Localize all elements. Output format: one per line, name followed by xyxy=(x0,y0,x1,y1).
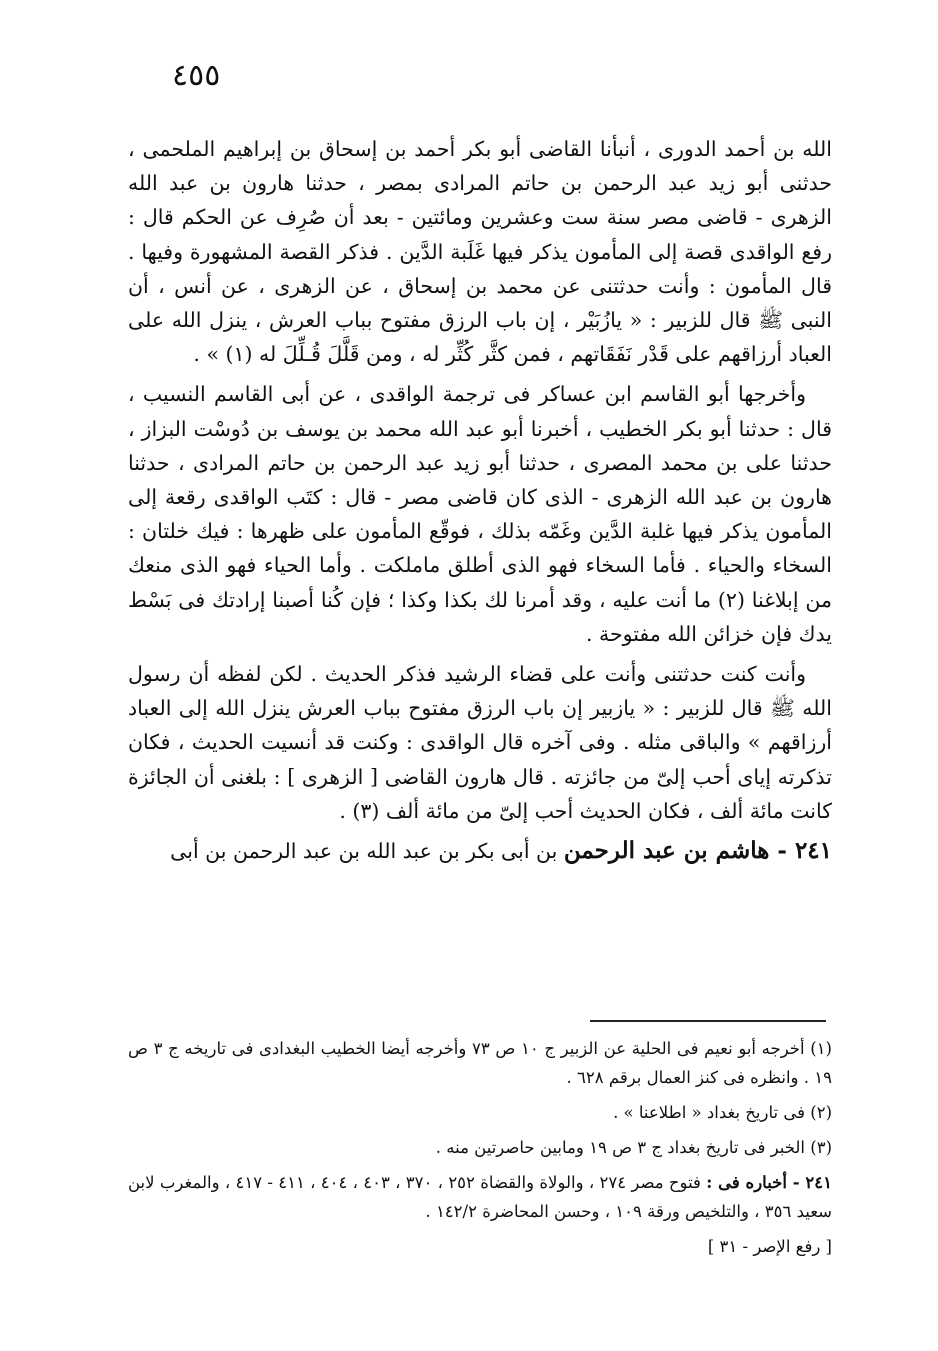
footnote-3: (٣) الخبر فى تاريخ بغداد ج ٣ ص ١٩ ومابين حاصرتين منه . xyxy=(435,1138,832,1157)
footnote-divider xyxy=(590,1020,826,1022)
page-number: ٤٥٥ xyxy=(172,58,221,93)
biography-entry xyxy=(128,834,832,868)
biography-text: بن أبى بكر بن عبد الله بن عبد الرحمن بن أبى xyxy=(170,839,564,864)
sources-note xyxy=(128,1168,832,1226)
paragraph-2: وأخرجها أبو القاسم ابن عساكر فى ترجمة الواقدى ، عن أبى القاسم النسيب ، قال : حدثنا أبو بكر الخطيب ، أخبرنا أبو عبد الله محمد بن يوسف بن دُوسْت البزاز ، حدثنا على بن محمد المصرى ، حدثنا أبو زيد عبد الرحمن بن حاتم المرادى ، حدثنا هارون بن عبد الله الزهرى - الذى كان قاضى مصر - قال : كتَب الواقدى رقعة إلى المأمون يذكر فيها غلبة الدَّين وغَمّه بذلك ، فوقّع المأمون على ظهرها : فيك خلتان : السخاء والحياء . فأما السخاء فهو الذى أطلق ماملكت . وأما الحياء فهو الذى منعك من إبلاغنا (٢) ما أنت عليه ، وقد أمرنا لك بكذا وكذا ؛ فإن كُنا أصبنا إرادتك فى بَسْط يدك فإن خزائن الله مفتوحة . xyxy=(128,382,833,646)
sources-text: فتوح مصر ٢٧٤ ، والولاة والقضاة ٢٥٢ ، ٣٧٠ ، ٤٠٣ ، ٤٠٤ ، ٤١١ - ٤١٧ ، والمغرب لابن سعيد ٣٥٦ ، والتلخيص ورقة ١٠٩ ، وحسن المحاضرة ١٤٢/٢ . xyxy=(128,1173,832,1221)
footnotes xyxy=(128,1034,832,1261)
biography-heading: ٢٤١ - هاشم بن عبد الرحمن xyxy=(563,837,832,865)
paragraph-3: وأنت كنت حدثتنى وأنت على قضاء الرشيد فذكر الحديث . لكن لفظه أن رسول الله ﷺ قال للزبير : « يازبير إن باب الرزق مفتوح بباب العرش ينزل الله إلى العباد أرزاقهم » والباقى مثله . وفى آخره قال الواقدى : وكنت قد أنسيت الحديث ، فكان تذكرته إياى أحب إلىّ من جائزته . قال هارون القاضى [ الزهرى ] : بلغنى أن الجائزة كانت مائة ألف ، فكان الحديث أحب إلىّ من مائة ألف (٣) . xyxy=(128,662,832,823)
footnote-2: (٢) فى تاريخ بغداد « اطلاعنا » . xyxy=(613,1103,832,1122)
main-text xyxy=(128,132,832,874)
footer-tag: [ رفع الإصر - ٣١ ] xyxy=(707,1237,832,1256)
sources-heading: ٢٤١ - أخباره فى : xyxy=(706,1173,832,1192)
paragraph-1: الله بن أحمد الدورى ، أنبأنا القاضى أبو بكر أحمد بن إسحاق بن إبراهيم الملحمى ، حدثنى أبو زيد عبد الرحمن بن حاتم المرادى بمصر ، حدثنا هارون بن عبد الله الزهرى - قاضى مصر سنة ست وعشرين ومائتين - بعد أن صُرِف عن الحكم قال : رفع الواقدى قصة إلى المأمون يذكر فيها غَلَبة الدَّين . فذكر القصة المشهورة وفيها . قال المأمون : وأنت حدثتنى عن محمد بن إسحاق ، عن الزهرى ، عن أنس ، أن النبى ﷺ قال للزبير : « يازُبَيْر ، إن باب الرزق مفتوح بباب العرش ، ينزل الله على العباد أرزاقهم على قَدْر نَفَقَاتهم ، فمن كثَّر كُثِّر له ، ومن قَلَّلَ قُـلِّلَ له (١) » . xyxy=(128,137,832,367)
footnote-1: (١) أخرجه أبو نعيم فى الحلية عن الزبير ج ١٠ ص ٧٣ وأخرجه أيضا الخطيب البغدادى فى تاريخه ج ٣ ص ١٩ . وانظره فى كنز العمال برقم ٦٢٨ . xyxy=(128,1039,832,1087)
